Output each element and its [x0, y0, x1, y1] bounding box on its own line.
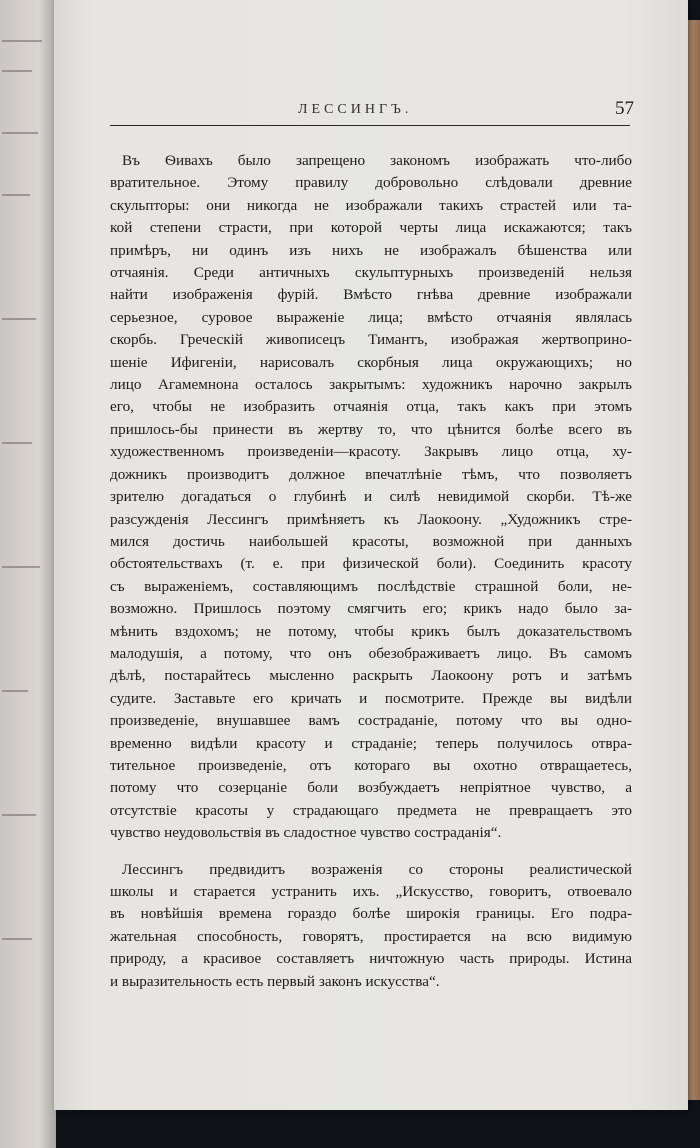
book-page [54, 0, 688, 1110]
text-line: зрителю догадаться о глубинѣ и силѣ невидимой скорби. Тѣ-же [110, 488, 632, 506]
text-line: вратительное. Этому правилу добровольно слѣдовали древние [110, 174, 632, 192]
text-line: дожникъ производитъ должное впечатлѣніе тѣмъ, что позволяетъ [110, 465, 632, 483]
text-line: скульпторы: они никогда не изображали такихъ страстей или та- [110, 196, 632, 214]
text-line: отчаянія. Среди античныхъ скульптурныхъ произведеній нельзя [110, 264, 632, 282]
text-line: серьезное, суровое выраженіе лица; вмѣсто отчаянія являлась [110, 308, 632, 326]
paragraph [110, 859, 632, 993]
facing-text-fragment [2, 442, 32, 444]
body-text [110, 150, 632, 993]
text-line: лицо Агамемнона осталось закрытымъ: художникъ нарочно закрылъ [110, 376, 632, 394]
book-page-edges [688, 20, 700, 1100]
facing-text-fragment [2, 132, 38, 134]
text-line: кой степени страсти, при которой черты лица искажаются; такъ [110, 219, 632, 237]
text-line: тительное произведеніе, отъ котораго вы охотно отвращаетесь, [110, 756, 632, 774]
text-line: въ новѣйшія времена гораздо болѣе широкія границы. Его подра- [110, 905, 632, 923]
text-line: его, чтобы не изобразить отчаянія отца, такъ какъ при этомъ [110, 398, 632, 416]
text-line: разсужденія Лессингъ примѣняетъ къ Лаокоону. „Художникъ стре- [110, 510, 632, 528]
facing-text-fragment [2, 938, 32, 940]
header-rule [110, 125, 630, 126]
text-line: школы и старается устранить ихъ. „Искусство, говоритъ, отвоевало [110, 883, 632, 900]
text-line: мѣнить вздохомъ; не потому, чтобы крикъ былъ доказательствомъ [110, 622, 632, 640]
facing-text-fragment [2, 814, 36, 816]
text-line: жательная способность, говорятъ, простирается на всю видимую [110, 927, 632, 945]
text-line: малодушія, а потому, что онъ обезображиваетъ лицо. Въ самомъ [110, 644, 632, 662]
text-line: мился достичь наибольшей красоты, возможной при данныхъ [110, 532, 632, 550]
text-line: шеніе Ифигеніи, нарисовалъ скорбныя лица окружающихъ; но [110, 353, 632, 371]
text-line: потому что созерцаніе боли возбуждаетъ непріятное чувство, а [110, 779, 632, 797]
text-line: и выразительность есть первый законъ искусства“. [110, 972, 440, 990]
text-line: художественномъ произведеніи—красоту. Закрывъ лицо отца, ху- [110, 443, 632, 461]
facing-text-fragment [2, 690, 28, 692]
text-line: пришлось-бы принести въ жертву то, что цѣнится болѣе всего въ [110, 420, 632, 438]
text-line: дѣлѣ, постарайтесь мысленно раскрыть Лаокоону ротъ и затѣмъ [110, 667, 632, 685]
paragraph-gap [110, 845, 632, 859]
text-line: найти изображенія фурій. Вмѣсто гнѣва древние изображали [110, 286, 632, 304]
text-line: Лессингъ предвидитъ возраженія со стороны реалистической [122, 860, 632, 878]
text-line: отсутствіе красоты у страдающаго предмета не превращаетъ это [110, 801, 632, 819]
text-line: съ выраженіемъ, составляющимъ послѣдствіе страшной боли, не- [110, 577, 632, 595]
text-line: произведеніе, внушавшее вамъ состраданіе, потому что вы одно- [110, 712, 632, 730]
facing-text-fragment [2, 70, 32, 72]
facing-text-fragment [2, 40, 42, 42]
facing-text-fragment [2, 318, 36, 320]
text-line: природу, а красивое составляетъ ничтожную часть природы. Истина [110, 950, 632, 968]
running-title: ЛЕССИНГЪ. [298, 102, 413, 117]
text-line: обстоятельствахъ (т. е. при физической боли). Соединить красоту [110, 555, 632, 573]
text-line: возможно. Пришлось поэтому смягчить его; крикъ надо было за- [110, 600, 632, 618]
text-line: Въ Ѳивахъ было запрещено закономъ изображать что-либо [122, 152, 632, 169]
text-line: временно видѣли красоту и страданіе; теперь получилось отвра- [110, 734, 632, 752]
page-header [154, 98, 634, 128]
text-line: скорбь. Греческій живописецъ Тимантъ, изображая жертвоприно- [110, 331, 632, 349]
text-line: судите. Заставьте его кричать и посмотрите. Прежде вы видѣли [110, 689, 632, 707]
paragraph [110, 150, 632, 845]
page-number: 57 [615, 98, 634, 119]
text-line: примѣръ, ни одинъ изъ нихъ не изображалъ бѣшенства или [110, 241, 632, 259]
facing-page-edge [0, 0, 56, 1148]
facing-text-fragment [2, 194, 30, 196]
facing-text-fragment [2, 566, 40, 568]
text-line: чувство неудовольствія въ сладостное чувство состраданія“. [110, 824, 502, 842]
